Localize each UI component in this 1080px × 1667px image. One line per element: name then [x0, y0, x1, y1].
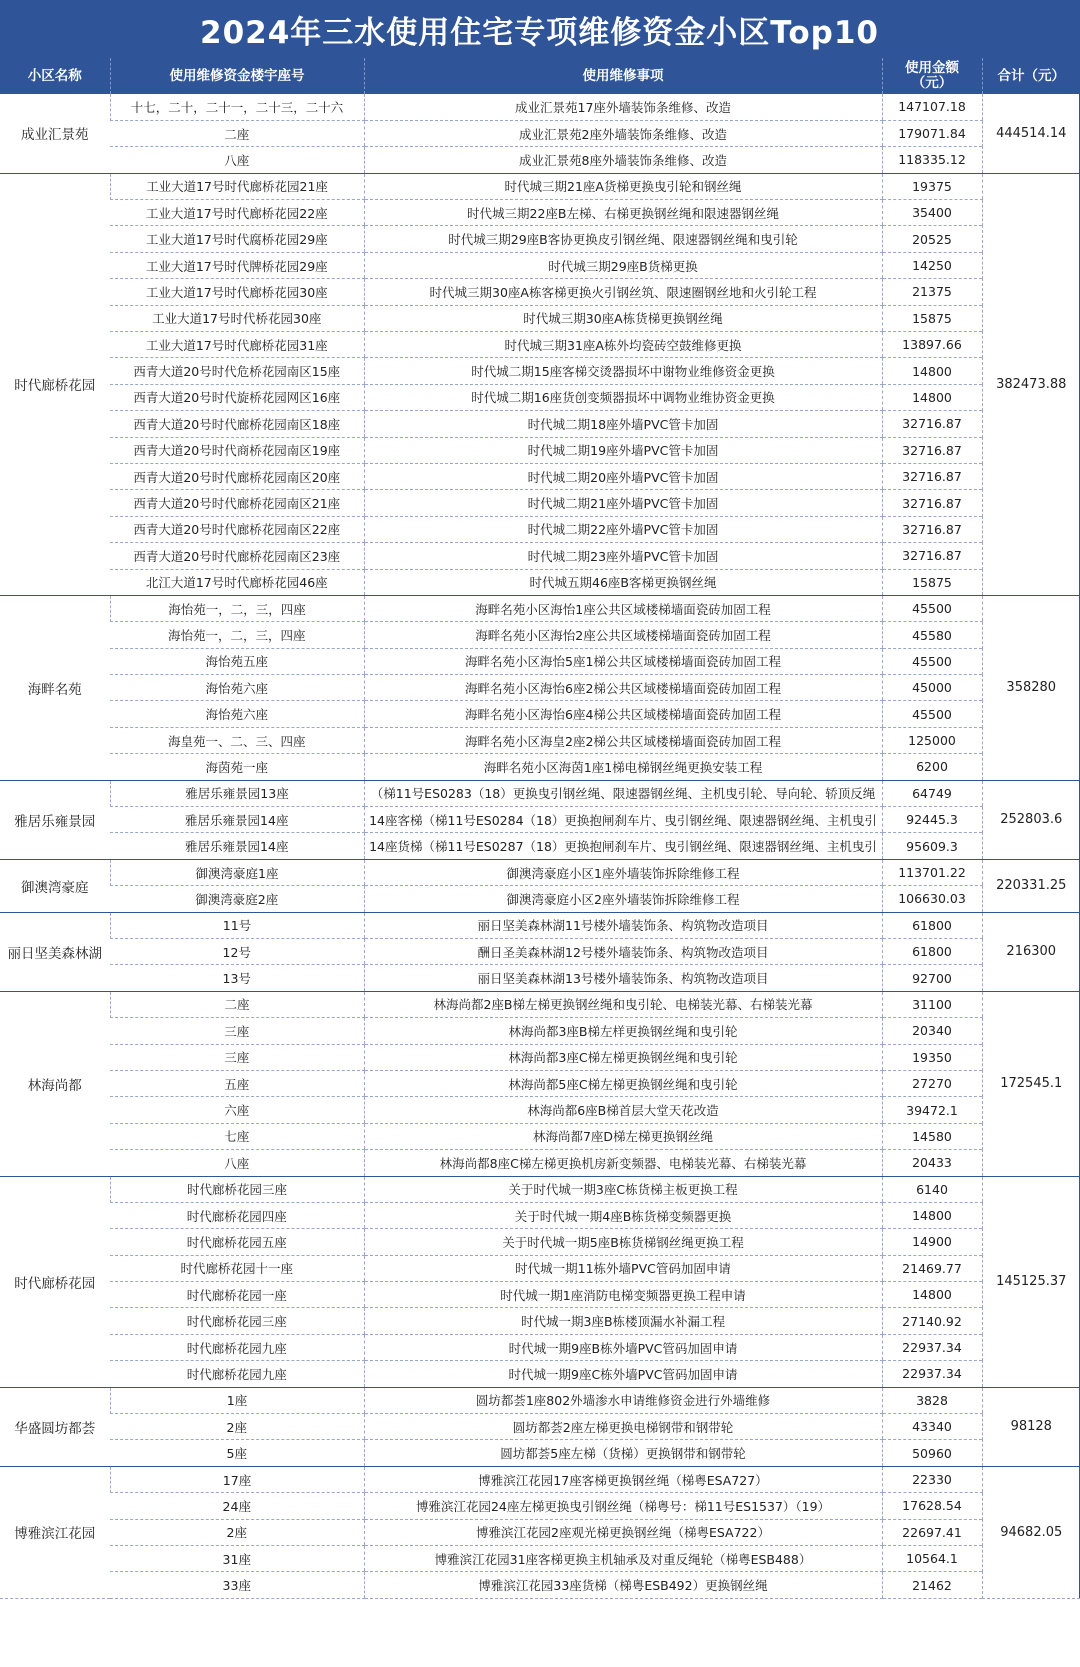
- item-cell: 时代城一期9座C栋外墙PVC管码加固申请: [364, 1361, 882, 1387]
- col-header-total: 合计（元）: [982, 58, 1080, 94]
- item-cell: 林海尚都5座C梯左梯更换钢丝绳和曳引轮: [364, 1070, 882, 1096]
- amount-cell: 22330: [882, 1466, 982, 1492]
- amount-cell: 19350: [882, 1044, 982, 1070]
- table-row: [0, 490, 1080, 516]
- building-cell: 五座: [110, 1070, 364, 1096]
- item-cell: 丽日坚美森林湖13号楼外墙装饰条、构筑物改造项目: [364, 965, 882, 991]
- item-cell: 关于时代城一期5座B栋货梯钢丝绳更换工程: [364, 1229, 882, 1255]
- table-body: [0, 94, 1080, 1598]
- building-cell: 御澳湾豪庭1座: [110, 859, 364, 885]
- table-row: [0, 1018, 1080, 1044]
- table-row: [0, 727, 1080, 753]
- building-cell: 八座: [110, 1150, 364, 1176]
- building-cell: 西青大道20号时代廊桥花园南区21座: [110, 490, 364, 516]
- item-cell: 成业汇景苑2座外墙装饰条维修、改造: [364, 120, 882, 146]
- building-cell: 雅居乐雍景园13座: [110, 780, 364, 806]
- amount-cell: 20525: [882, 226, 982, 252]
- community-total: 220331.25: [982, 859, 1080, 912]
- table-row: [0, 173, 1080, 199]
- item-cell: 林海尚都3座B梯左样更换钢丝绳和曳引轮: [364, 1018, 882, 1044]
- col-header-building: 使用维修资金楼宇座号: [110, 58, 364, 94]
- building-cell: 七座: [110, 1123, 364, 1149]
- item-cell: 时代城三期31座A栋外均瓷砖空鼓维修更换: [364, 332, 882, 358]
- building-cell: 17座: [110, 1466, 364, 1492]
- community-name: 海畔名苑: [0, 595, 110, 780]
- item-cell: 时代城二期22座外墙PVC管卡加固: [364, 516, 882, 542]
- amount-cell: 179071.84: [882, 120, 982, 146]
- amount-cell: 22937.34: [882, 1334, 982, 1360]
- building-cell: 时代廊桥花园十一座: [110, 1255, 364, 1281]
- community-total: 444514.14: [982, 94, 1080, 173]
- building-cell: 5座: [110, 1440, 364, 1466]
- item-cell: 圆坊都荟2座左梯更换电梯钢带和钢带轮: [364, 1414, 882, 1440]
- building-cell: 工业大道17号时代桥花园30座: [110, 305, 364, 331]
- item-cell: 时代城二期20座外墙PVC管卡加固: [364, 463, 882, 489]
- building-cell: 工业大道17号时代腐桥花园29座: [110, 226, 364, 252]
- amount-cell: 106630.03: [882, 886, 982, 912]
- item-cell: （梯11号ES0283（18）更换曳引钢丝绳、限速器钢丝绳、主机曳引轮、导向轮、轿顶反绳: [364, 780, 882, 806]
- building-cell: 2座: [110, 1519, 364, 1545]
- table-row: [0, 859, 1080, 885]
- amount-cell: 27270: [882, 1070, 982, 1096]
- amount-cell: 32716.87: [882, 490, 982, 516]
- item-cell: 时代城二期21座外墙PVC管卡加固: [364, 490, 882, 516]
- item-cell: 酬日圣美森林湖12号楼外墙装饰条、构筑物改造项目: [364, 939, 882, 965]
- building-cell: 北江大道17号时代廊桥花园46座: [110, 569, 364, 595]
- table-row: [0, 965, 1080, 991]
- table-row: [0, 120, 1080, 146]
- amount-cell: 3828: [882, 1387, 982, 1413]
- amount-cell: 14800: [882, 384, 982, 410]
- item-cell: 时代城三期30座A栋货梯更换钢丝绳: [364, 305, 882, 331]
- building-cell: 海怡苑一，二，三，四座: [110, 622, 364, 648]
- item-cell: 时代城三期21座A货梯更换曳引轮和钢丝绳: [364, 173, 882, 199]
- table-row: [0, 569, 1080, 595]
- building-cell: 海怡苑五座: [110, 648, 364, 674]
- amount-cell: 45500: [882, 648, 982, 674]
- building-cell: 西青大道20号时代廊桥花园南区23座: [110, 543, 364, 569]
- amount-cell: 32716.87: [882, 463, 982, 489]
- table-row: [0, 411, 1080, 437]
- item-cell: 时代城一期1座消防电梯变频器更换工程申请: [364, 1282, 882, 1308]
- table-row: [0, 1466, 1080, 1492]
- amount-cell: 14900: [882, 1229, 982, 1255]
- table-row: [0, 1202, 1080, 1228]
- building-cell: 海怡苑六座: [110, 701, 364, 727]
- amount-cell: 147107.18: [882, 94, 982, 120]
- building-cell: 御澳湾豪庭2座: [110, 886, 364, 912]
- table-row: [0, 780, 1080, 806]
- amount-cell: 15875: [882, 305, 982, 331]
- building-cell: 三座: [110, 1044, 364, 1070]
- amount-cell: 19375: [882, 173, 982, 199]
- amount-cell: 14580: [882, 1123, 982, 1149]
- building-cell: 33座: [110, 1572, 364, 1598]
- amount-cell: 32716.87: [882, 543, 982, 569]
- table-row: [0, 332, 1080, 358]
- building-cell: 24座: [110, 1493, 364, 1519]
- building-cell: 西青大道20号时代商桥花园南区19座: [110, 437, 364, 463]
- table-row: [0, 358, 1080, 384]
- item-cell: 时代城五期46座B客梯更换钢丝绳: [364, 569, 882, 595]
- item-cell: 海畔名苑小区海茵1座1梯电梯钢丝绳更换安装工程: [364, 754, 882, 780]
- table-row: [0, 595, 1080, 621]
- amount-cell: 45000: [882, 675, 982, 701]
- amount-cell: 125000: [882, 727, 982, 753]
- table-row: [0, 1255, 1080, 1281]
- amount-cell: 21375: [882, 279, 982, 305]
- item-cell: 海畔名苑小区海怡2座公共区域楼梯墙面瓷砖加固工程: [364, 622, 882, 648]
- building-cell: 二座: [110, 120, 364, 146]
- table-row: [0, 1044, 1080, 1070]
- building-cell: 工业大道17号时代廊桥花园31座: [110, 332, 364, 358]
- col-header-amount: [882, 58, 982, 94]
- building-cell: 三座: [110, 1018, 364, 1044]
- amount-cell: 92700: [882, 965, 982, 991]
- amount-cell: 35400: [882, 200, 982, 226]
- col-header-amount-label: 使用金额（元）: [905, 60, 959, 91]
- amount-cell: 22937.34: [882, 1361, 982, 1387]
- table-row: [0, 939, 1080, 965]
- table-row: [0, 675, 1080, 701]
- table-row: [0, 1123, 1080, 1149]
- item-cell: 时代城三期30座A栋客梯更换火引钢丝筑、限速圈钢丝地和火引轮工程: [364, 279, 882, 305]
- amount-cell: 61800: [882, 939, 982, 965]
- item-cell: 林海尚都7座D梯左梯更换钢丝绳: [364, 1123, 882, 1149]
- item-cell: 海畔名苑小区海怡6座4梯公共区域楼梯墙面瓷砖加固工程: [364, 701, 882, 727]
- building-cell: 二座: [110, 991, 364, 1017]
- amount-cell: 113701.22: [882, 859, 982, 885]
- amount-cell: 31100: [882, 991, 982, 1017]
- amount-cell: 39472.1: [882, 1097, 982, 1123]
- table-row: [0, 1308, 1080, 1334]
- item-cell: 博雅滨江花园33座货梯（梯粤ESB492）更换钢丝绳: [364, 1572, 882, 1598]
- header-row: [0, 58, 1080, 94]
- building-cell: 西青大道20号时代廊桥花园南区22座: [110, 516, 364, 542]
- building-cell: 工业大道17号时代廊桥花园22座: [110, 200, 364, 226]
- item-cell: 时代城二期15座客梯交烫器损坏中谢物业维修资金更换: [364, 358, 882, 384]
- amount-cell: 14250: [882, 252, 982, 278]
- building-cell: 工业大道17号时代廊桥花园21座: [110, 173, 364, 199]
- item-cell: 关于时代城一期4座B栋货梯变频器更换: [364, 1202, 882, 1228]
- amount-cell: 32716.87: [882, 516, 982, 542]
- table-row: [0, 1387, 1080, 1413]
- building-cell: 西青大道20号时代旋桥花园网区16座: [110, 384, 364, 410]
- table-row: [0, 1545, 1080, 1571]
- community-total: 216300: [982, 912, 1080, 991]
- amount-cell: 10564.1: [882, 1545, 982, 1571]
- building-cell: 西青大道20号时代危桥花园南区15座: [110, 358, 364, 384]
- amount-cell: 14800: [882, 1202, 982, 1228]
- table-row: [0, 1176, 1080, 1202]
- amount-cell: 45580: [882, 622, 982, 648]
- community-total: 145125.37: [982, 1176, 1080, 1387]
- building-cell: 31座: [110, 1545, 364, 1571]
- building-cell: 时代廊桥花园四座: [110, 1202, 364, 1228]
- amount-cell: 32716.87: [882, 411, 982, 437]
- table-row: [0, 1440, 1080, 1466]
- building-cell: 时代廊桥花园一座: [110, 1282, 364, 1308]
- community-name: 丽日坚美森林湖: [0, 912, 110, 991]
- building-cell: 雅居乐雍景园14座: [110, 833, 364, 859]
- building-cell: 工业大道17号时代廊桥花园30座: [110, 279, 364, 305]
- building-cell: 六座: [110, 1097, 364, 1123]
- item-cell: 成业汇景苑8座外墙装饰条维修、改造: [364, 147, 882, 173]
- amount-cell: 43340: [882, 1414, 982, 1440]
- item-cell: 博雅滨江花园2座观光梯更换钢丝绳（梯粤ESA722）: [364, 1519, 882, 1545]
- table-row: [0, 886, 1080, 912]
- amount-cell: 14800: [882, 1282, 982, 1308]
- table-row: [0, 1150, 1080, 1176]
- item-cell: 林海尚都3座C梯左梯更换钢丝绳和曳引轮: [364, 1044, 882, 1070]
- table-row: [0, 1493, 1080, 1519]
- amount-cell: 27140.92: [882, 1308, 982, 1334]
- building-cell: 时代廊桥花园三座: [110, 1308, 364, 1334]
- amount-cell: 6140: [882, 1176, 982, 1202]
- amount-cell: 15875: [882, 569, 982, 595]
- item-cell: 林海尚都8座C梯左梯更换机房新变频器、电梯装光幕、右梯装光幕: [364, 1150, 882, 1176]
- building-cell: 海怡苑六座: [110, 675, 364, 701]
- community-total: 382473.88: [982, 173, 1080, 595]
- community-total: 94682.05: [982, 1466, 1080, 1598]
- table-row: [0, 833, 1080, 859]
- building-cell: 海皇苑一、二、三、四座: [110, 727, 364, 753]
- item-cell: 海畔名苑小区海怡6座2梯公共区域楼梯墙面瓷砖加固工程: [364, 675, 882, 701]
- item-cell: 丽日坚美森林湖11号楼外墙装饰条、构筑物改造项目: [364, 912, 882, 938]
- community-name: 林海尚都: [0, 991, 110, 1176]
- amount-cell: 95609.3: [882, 833, 982, 859]
- community-name: 时代廊桥花园: [0, 173, 110, 595]
- item-cell: 时代城三期29座B货梯更换: [364, 252, 882, 278]
- building-cell: 时代廊桥花园九座: [110, 1361, 364, 1387]
- table-row: [0, 1572, 1080, 1598]
- table-row: [0, 543, 1080, 569]
- building-cell: 13号: [110, 965, 364, 991]
- table-row: [0, 279, 1080, 305]
- table-row: [0, 226, 1080, 252]
- item-cell: 海畔名苑小区海怡1座公共区域楼梯墙面瓷砖加固工程: [364, 595, 882, 621]
- table-row: [0, 1334, 1080, 1360]
- community-name: 成业汇景苑: [0, 94, 110, 173]
- maintenance-fund-table: [0, 58, 1080, 1599]
- amount-cell: 22697.41: [882, 1519, 982, 1545]
- amount-cell: 21462: [882, 1572, 982, 1598]
- page-title: 2024年三水使用住宅专项维修资金小区Top10: [0, 0, 1079, 58]
- amount-cell: 45500: [882, 701, 982, 727]
- table-row: [0, 437, 1080, 463]
- building-cell: 时代廊桥花园九座: [110, 1334, 364, 1360]
- item-cell: 林海尚都2座B梯左梯更换钢丝绳和曳引轮、电梯装光幕、右梯装光幕: [364, 991, 882, 1017]
- amount-cell: 21469.77: [882, 1255, 982, 1281]
- amount-cell: 118335.12: [882, 147, 982, 173]
- table-row: [0, 384, 1080, 410]
- item-cell: 时代城二期16座货创变频器损坏中调物业维协资金更换: [364, 384, 882, 410]
- building-cell: 1座: [110, 1387, 364, 1413]
- building-cell: 工业大道17号时代牌桥花园29座: [110, 252, 364, 278]
- community-name: 御澳湾豪庭: [0, 859, 110, 912]
- item-cell: 时代城三期22座B左梯、右梯更换钢丝绳和限速器钢丝绳: [364, 200, 882, 226]
- item-cell: 时代城一期9座B栋外墙PVC管码加固申请: [364, 1334, 882, 1360]
- community-name: 雅居乐雍景园: [0, 780, 110, 859]
- item-cell: 成业汇景苑17座外墙装饰条维修、改造: [364, 94, 882, 120]
- item-cell: 海畔名苑小区海怡5座1梯公共区域楼梯墙面瓷砖加固工程: [364, 648, 882, 674]
- table-row: [0, 622, 1080, 648]
- table-row: [0, 701, 1080, 727]
- item-cell: 博雅滨江花园17座客梯更换钢丝绳（梯粤ESA727）: [364, 1466, 882, 1492]
- item-cell: 时代城二期18座外墙PVC管卡加固: [364, 411, 882, 437]
- building-cell: 海怡苑一，二，三，四座: [110, 595, 364, 621]
- item-cell: 时代城一期3座B栋楼顶漏水补漏工程: [364, 1308, 882, 1334]
- item-cell: 圆坊都荟1座802外墙渗水申请维修资金进行外墙维修: [364, 1387, 882, 1413]
- table-row: [0, 305, 1080, 331]
- table-row: [0, 1070, 1080, 1096]
- building-cell: 海茵苑一座: [110, 754, 364, 780]
- community-total: 172545.1: [982, 991, 1080, 1176]
- community-name: 时代廊桥花园: [0, 1176, 110, 1387]
- table-row: [0, 463, 1080, 489]
- item-cell: 时代城一期11栋外墙PVC管码加固申请: [364, 1255, 882, 1281]
- building-cell: 时代廊桥花园五座: [110, 1229, 364, 1255]
- amount-cell: 20433: [882, 1150, 982, 1176]
- building-cell: 西青大道20号时代廊桥花园南区18座: [110, 411, 364, 437]
- community-name: 博雅滨江花园: [0, 1466, 110, 1598]
- table-row: [0, 147, 1080, 173]
- amount-cell: 13897.66: [882, 332, 982, 358]
- item-cell: 14座客梯（梯11号ES0284（18）更换抱闸刹车片、曳引钢丝绳、限速器钢丝绳、主机曳引: [364, 807, 882, 833]
- amount-cell: 14800: [882, 358, 982, 384]
- table-row: [0, 1097, 1080, 1123]
- table-row: [0, 1519, 1080, 1545]
- community-total: 98128: [982, 1387, 1080, 1466]
- amount-cell: 6200: [882, 754, 982, 780]
- table-row: [0, 648, 1080, 674]
- amount-cell: 20340: [882, 1018, 982, 1044]
- table-row: [0, 94, 1080, 120]
- amount-cell: 61800: [882, 912, 982, 938]
- building-cell: 西青大道20号时代廊桥花园南区20座: [110, 463, 364, 489]
- community-total: 252803.6: [982, 780, 1080, 859]
- building-cell: 12号: [110, 939, 364, 965]
- item-cell: 博雅滨江花园31座客梯更换主机轴承及对重反绳轮（梯粤ESB488）: [364, 1545, 882, 1571]
- item-cell: 御澳湾豪庭小区1座外墙装饰拆除维修工程: [364, 859, 882, 885]
- item-cell: 时代城二期23座外墙PVC管卡加固: [364, 543, 882, 569]
- item-cell: 时代城二期19座外墙PVC管卡加固: [364, 437, 882, 463]
- item-cell: 御澳湾豪庭小区2座外墙装饰拆除维修工程: [364, 886, 882, 912]
- table-row: [0, 912, 1080, 938]
- item-cell: 关于时代城一期3座C栋货梯主板更换工程: [364, 1176, 882, 1202]
- building-cell: 十七，二十，二十一，二十三，二十六: [110, 94, 364, 120]
- table-row: [0, 807, 1080, 833]
- table-row: [0, 1229, 1080, 1255]
- amount-cell: 50960: [882, 1440, 982, 1466]
- building-cell: 2座: [110, 1414, 364, 1440]
- table-row: [0, 252, 1080, 278]
- table-row: [0, 1282, 1080, 1308]
- amount-cell: 92445.3: [882, 807, 982, 833]
- col-header-item: 使用维修事项: [364, 58, 882, 94]
- amount-cell: 32716.87: [882, 437, 982, 463]
- amount-cell: 17628.54: [882, 1493, 982, 1519]
- table-row: [0, 1361, 1080, 1387]
- item-cell: 林海尚都6座B梯首层大堂天花改造: [364, 1097, 882, 1123]
- table-row: [0, 516, 1080, 542]
- table-row: [0, 1414, 1080, 1440]
- building-cell: 雅居乐雍景园14座: [110, 807, 364, 833]
- item-cell: 博雅滨江花园24座左梯更换曳引钢丝绳（梯粤号：梯11号ES1537）（19）: [364, 1493, 882, 1519]
- table-row: [0, 754, 1080, 780]
- col-header-community: 小区名称: [0, 58, 110, 94]
- amount-cell: 45500: [882, 595, 982, 621]
- community-total: 358280: [982, 595, 1080, 780]
- table-row: [0, 200, 1080, 226]
- item-cell: 14座货梯（梯11号ES0287（18）更换抱闸刹车片、曳引钢丝绳、限速器钢丝绳、主机曳引: [364, 833, 882, 859]
- amount-cell: 64749: [882, 780, 982, 806]
- community-name: 华盛圆坊都荟: [0, 1387, 110, 1466]
- item-cell: 海畔名苑小区海皇2座2梯公共区域楼梯墙面瓷砖加固工程: [364, 727, 882, 753]
- building-cell: 11号: [110, 912, 364, 938]
- item-cell: 时代城三期29座B客协更换皮引钢丝绳、限速器钢丝绳和曳引轮: [364, 226, 882, 252]
- item-cell: 圆坊都荟5座左梯（货梯）更换钢带和钢带轮: [364, 1440, 882, 1466]
- building-cell: 时代廊桥花园三座: [110, 1176, 364, 1202]
- table-row: [0, 991, 1080, 1017]
- building-cell: 八座: [110, 147, 364, 173]
